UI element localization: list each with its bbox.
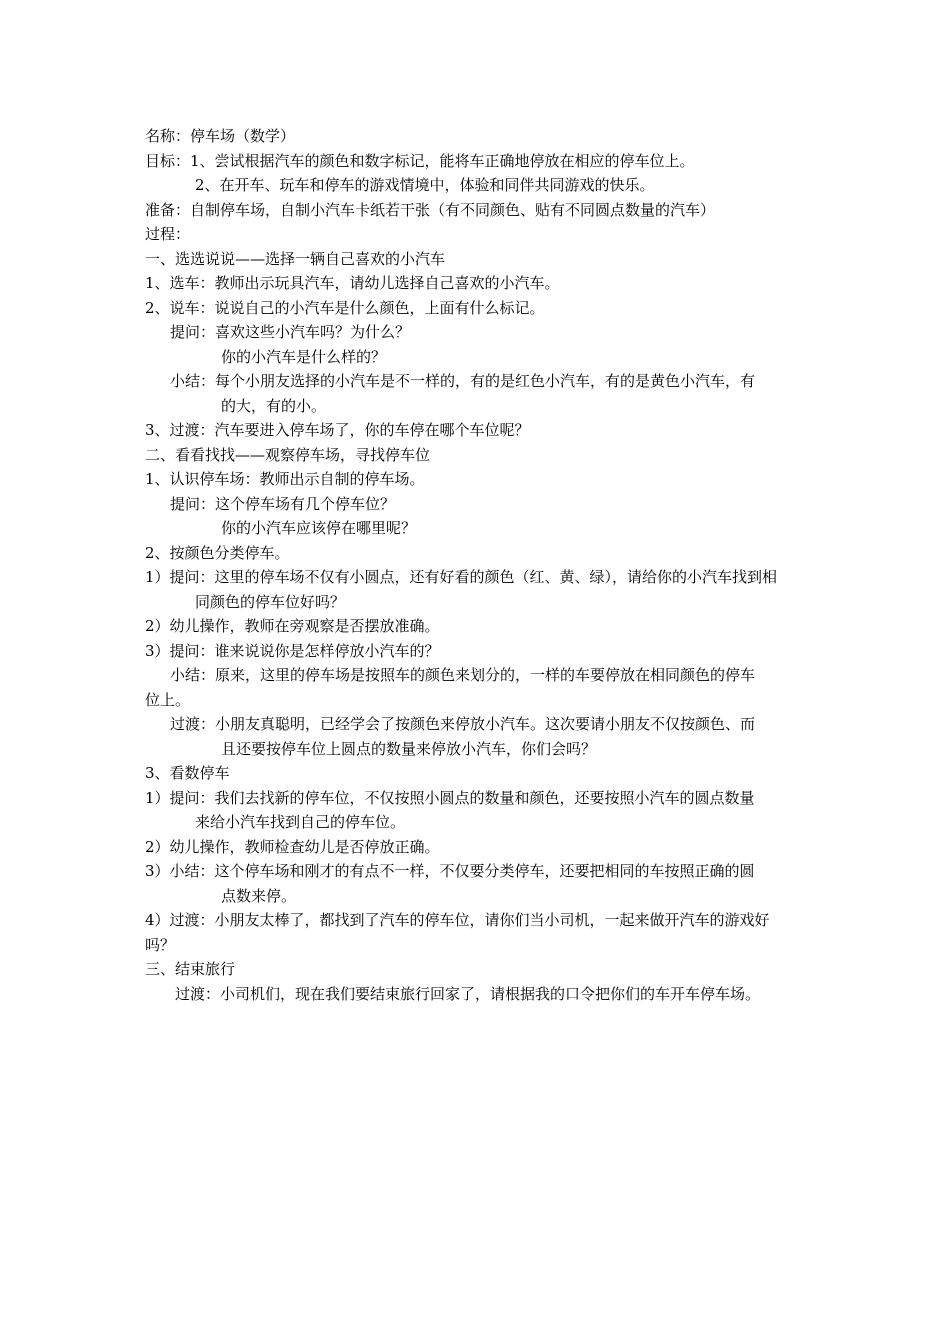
question-2-cont: 你的小汽车应该停在哪里呢？ [221,519,417,537]
preparation-line: 准备：自制停车场，自制小汽车卡纸若干张（有不同颜色、贴有不同圆点数量的汽车） [145,200,716,219]
step-1-3: 3、过渡：汽车要进入停车场了，你的车停在哪个车位呢？ [145,421,530,439]
question-1-cont: 你的小汽车是什么样的？ [221,347,387,366]
substep-2-3-1: 1）提问：我们去找新的停车位，不仅按照小圆点的数量和颜色，还要按照小汽车的圆点数量 [145,788,755,807]
transition-2: 过渡：小朋友真聪明，已经学会了按颜色来停放小汽车。这次要请小朋友不仅按颜色、而 [170,715,756,733]
step-2-3: 3、看数停车 [145,764,230,782]
summary-2: 小结：原来，这里的停车场是按照车的颜色来划分的，一样的车要停放在相同颜色的停车 [170,666,756,684]
transition-2-cont: 且还要按停车位上圆点的数量来停放小汽车，你们会吗？ [221,739,597,758]
summary-1-cont: 的大，有的小。 [221,396,327,415]
substep-2-3-3: 3）小结：这个停车场和刚才的有点不一样，不仅要分类停车，还要把相同的车按照正确的圆 [145,862,755,880]
substep-2-2-3: 3）提问：谁来说说你是怎样停放小汽车的？ [145,641,440,660]
step-2-1: 1、认识停车场：教师出示自制的停车场。 [145,470,425,488]
final-transition: 过渡：小司机们，现在我们要结束旅行回家了，请根据我的口令把你们的车开车停车场。 [175,984,761,1003]
goal-line-2: 2、在开车、玩车和停车的游戏情境中，体验和同伴共同游戏的快乐。 [195,176,655,194]
step-2-2: 2、按颜色分类停车。 [145,543,290,562]
goal-line-1: 目标：1、尝试根据汽车的颜色和数字标记，能将车正确地停放在相应的停车位上。 [145,151,695,170]
substep-2-3-4: 4）过渡：小朋友太棒了，都找到了汽车的停车位，请你们当小司机，一起来做开汽车的游戏好 [145,911,770,929]
section-3-heading: 三、结束旅行 [145,960,236,978]
summary-2-cont: 位上。 [145,690,191,709]
question-1: 提问：喜欢这些小汽车吗？为什么？ [170,323,411,341]
substep-2-2-1-cont: 同颜色的停车位好吗？ [195,592,346,611]
section-2-heading: 二、看看找找——观察停车场，寻找停车位 [145,445,431,464]
substep-2-3-1-cont: 来给小汽车找到自己的停车位。 [195,813,406,831]
lesson-plan-text [145,124,813,1006]
substep-2-2-1: 1）提问：这里的停车场不仅有小圆点，还有好看的颜色（红、黄、绿），请给你的小汽车找到相 [145,568,778,586]
section-1-heading: 一、选选说说——选择一辆自己喜欢的小汽车 [145,249,446,268]
summary-1: 小结：每个小朋友选择的小汽车是不一样的，有的是红色小汽车，有的是黄色小汽车，有 [170,372,756,390]
substep-2-3-4-cont: 吗？ [145,935,176,954]
question-2: 提问：这个停车场有几个停车位？ [170,494,396,513]
process-heading: 过程： [145,225,191,243]
substep-2-3-2: 2）幼儿操作，教师检查幼儿是否停放正确。 [145,837,440,856]
lesson-name: 名称：停车场（数学） [145,127,296,145]
substep-2-3-3-cont: 点数来停。 [221,886,297,905]
step-1-2: 2、说车：说说自己的小汽车是什么颜色，上面有什么标记。 [145,298,545,317]
substep-2-2-2: 2）幼儿操作，教师在旁观察是否摆放准确。 [145,617,440,635]
step-1-1: 1、选车：教师出示玩具汽车，请幼儿选择自己喜欢的小汽车。 [145,274,560,292]
